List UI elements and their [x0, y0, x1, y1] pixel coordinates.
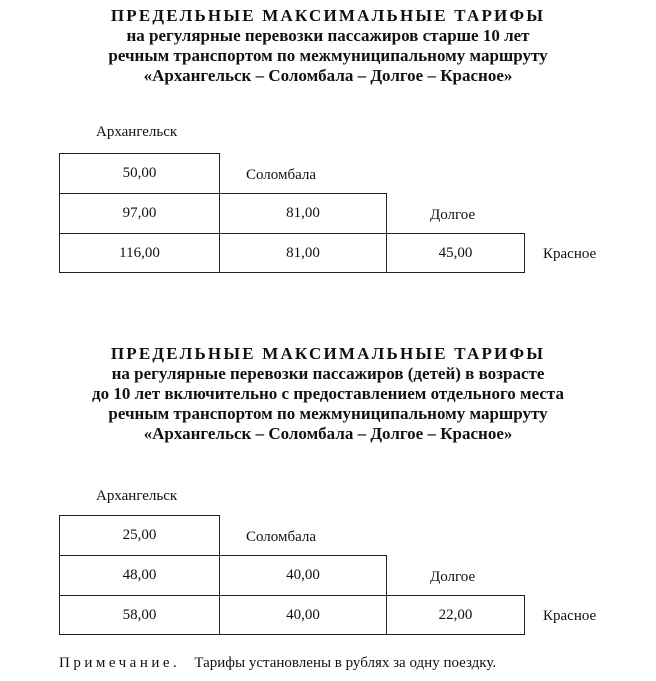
title-heading: ПРЕДЕЛЬНЫЕ МАКСИМАЛЬНЫЕ ТАРИФЫ	[110, 344, 546, 363]
fare-cell: 45,00	[386, 233, 525, 273]
title-line: речным транспортом по межмуниципальному маршруту	[108, 46, 548, 65]
station-solombala: Соломбала	[246, 167, 317, 183]
fare-cell: 40,00	[219, 595, 387, 635]
title-line: на регулярные перевозки пассажиров старше 10 лет	[126, 26, 530, 45]
title-line: до 10 лет включительно с предоставлением отдельного места	[92, 384, 564, 403]
station-solombala: Соломбала	[246, 529, 317, 545]
title-route: «Архангельск – Соломбала – Долгое – Красное»	[143, 66, 513, 85]
station-dolgoe: Долгое	[430, 207, 476, 223]
fare-cell: 48,00	[59, 555, 220, 596]
title-route: «Архангельск – Соломбала – Долгое – Красное»	[143, 424, 513, 443]
title-heading: ПРЕДЕЛЬНЫЕ МАКСИМАЛЬНЫЕ ТАРИФЫ	[110, 6, 546, 25]
station-krasnoe: Красное	[543, 608, 597, 624]
title-line: на регулярные перевозки пассажиров (детей) в возрасте	[111, 364, 545, 383]
station-arkhangelsk: Архангельск	[96, 488, 178, 504]
footnote-label: Примечание.	[59, 655, 181, 671]
station-arkhangelsk: Архангельск	[96, 124, 178, 140]
footnote	[59, 655, 496, 672]
station-dolgoe: Долгое	[430, 569, 476, 585]
fare-cell: 97,00	[59, 193, 220, 234]
fare-cell: 58,00	[59, 595, 220, 635]
fare-cell: 116,00	[59, 233, 220, 273]
title-line: речным транспортом по межмуниципальному маршруту	[108, 404, 548, 423]
fare-cell: 22,00	[386, 595, 525, 635]
fare-cell: 81,00	[219, 193, 387, 234]
fare-cell: 25,00	[59, 515, 220, 556]
fare-cell: 50,00	[59, 153, 220, 194]
fare-cell: 81,00	[219, 233, 387, 273]
footnote-text: Тарифы установлены в рублях за одну поездку.	[194, 655, 497, 671]
fare-cell: 40,00	[219, 555, 387, 596]
station-krasnoe: Красное	[543, 246, 597, 262]
tariff-title-adults	[0, 6, 656, 86]
tariff-title-children	[0, 344, 656, 444]
